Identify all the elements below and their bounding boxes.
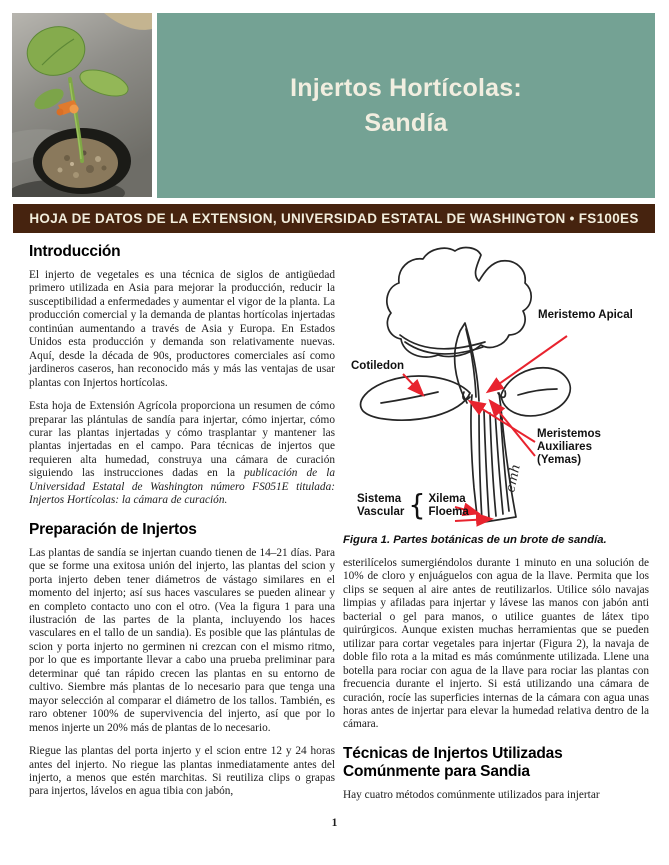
label-xilema-floema — [429, 493, 469, 519]
label-xilema: Xilema — [428, 493, 466, 505]
label-sistema: Sistema — [357, 493, 402, 505]
label-sistema-vascular-group — [357, 489, 469, 523]
intro-paragraph-2 — [29, 400, 335, 508]
right-column — [343, 243, 649, 812]
heading-introduccion: Introducción — [29, 243, 121, 260]
label-floema: Floema — [428, 506, 469, 518]
right-paragraph-2: Hay cuatro métodos comúnmente utilizados para injertar — [343, 788, 600, 801]
preparacion-paragraph-2: Riegue las plantas del porta injerto y el scion entre 12 y 24 horas antes del injerto. No riegue las plantas inmediatamente antes del injerto, a menos que estén marchitas. Si reutiliza clips o grapas para injertos, lávelos en agua tibia con jabón, — [29, 745, 335, 798]
seedling-photo-art — [12, 13, 152, 197]
figure-1-canvas — [343, 243, 649, 531]
label-cotiledon: Cotiledon — [351, 360, 405, 372]
extension-banner-text: HOJA DE DATOS DE LA EXTENSION, UNIVERSIDAD ESTATAL DE WASHINGTON • FS100ES — [29, 211, 639, 226]
right-paragraph-1: esterilícelos sumergiéndolos durante 1 minuto en una solución de 10% de cloro y enjuáguelos con agua de la llave. Permita que los clips se sequen al aire antes de reutilizarlos. Utilice sólo navajas limpias y afiladas para injertar y lávese las manos con jabón anti bacterial o gel para manos, o utilice guantes de látex tipo quirúrgicos. Aunque existen muchas herramientas que se pueden utilizar para cortar vegetales para injertar (Figura 2), la navaja de doble filo rota a la mitad es más comúnmente utilizada. Llene una botella para rociar con agua de la llave para rociar las plantas con frecuencia durante el injerto. Si está utilizando una cámara de curación, rocíe las superficies internas de la cámara con agua unas horas antes de injertar para elevar la humedad relativa dentro de la cámara. — [343, 557, 649, 731]
intro-paragraph-2-citation: publicación de la Universidad Estatal de Washington número FS051E titulada: Injertos Hortícolas: la cámara de curación. — [29, 467, 335, 507]
label-sistema-vascular — [357, 493, 404, 519]
page-number: 1 — [331, 817, 338, 829]
figure-1-caption: Figura 1. Partes botánicas de un brote de sandía. — [343, 534, 607, 546]
label-meristemo-apical: Meristemo Apical — [538, 309, 633, 321]
left-column — [29, 243, 335, 812]
heading-preparacion: Preparación de Injertos — [29, 520, 197, 538]
seedling-sketch — [343, 243, 649, 531]
page-title-line2: Sandía — [364, 108, 448, 137]
plant-outline — [361, 248, 571, 523]
page-title-line1: Injertos Hortícolas: — [290, 73, 522, 102]
label-vascular: Vascular — [357, 506, 405, 518]
title-block — [157, 13, 655, 198]
label-meristemos-auxiliares: Meristemos Auxiliares (Yemas) — [537, 428, 601, 466]
seedling-photo — [12, 13, 152, 197]
illustrator-signature: emh — [503, 462, 524, 494]
intro-paragraph-1: El injerto de vegetales es una técnica de siglos de antigüedad primero utilizada en Asia para mejorar la producción, reducir la susceptibilidad a enfermedades y aumentar el vigor de la planta. La producción comercial y la demanda de plantas hortícolas injertadas continúan aumentando a través de Asia y Europa. En Estados Unidos esta producción y demanda son relativamente nuevas. Aquí, desde la década de 90s, productores comerciales así como jardineros caseros, han reconocido más y más las ventajas de usar plantas con Injertos hortícolas. — [29, 269, 335, 389]
preparacion-paragraph-1: Las plantas de sandía se injertan cuando tienen de 14–21 días. Para que se forme una exitosa unión del injerto, las plantas del scion y porta injerto deben tener diámetros de vástago similares en el momento del injerto; así sus haces vasculares se pueden alinear y en completo contacto uno con el otro. (Vea la figura 1 para una ilustración de las partes de la planta, incluyendo los haces vasculares en el tallo de un sandia). Es posible que las plántulas de scion y porta injerto no germinen ni crezcan con el mismo ritmo, por lo que es importante llevar a cabo una prueba preliminar para determinar qué tan rápido crecen las plantas en su entorno de cultivo. Siembre más plantas de lo necesario para que tenga una mayor selección al comparar el diámetro de los tallos. También, es raro obtener 100% de supervivencia del injerto, así que por lo menos injerte un 20% más de plantas de lo necesario. — [29, 546, 335, 734]
intro-paragraph-2-regular: Esta hoja de Extensión Agrícola proporciona un resumen de cómo preparar las plántulas de sandía para injertar, cómo injertar, cómo curar las plantas injertadas y cómo trasplantar y mantener las plantas injertadas en el campo. Para técnicas de injertos que requieren alta humedad, construya una cámara de curación siguiendo las instrucciones dadas en la — [29, 400, 335, 480]
heading-tecnicas: Técnicas de Injertos Utilizadas Comúnmente para Sandia — [343, 744, 563, 780]
figure-1 — [343, 243, 649, 547]
extension-banner — [13, 204, 655, 233]
brace-glyph: { — [408, 489, 426, 523]
body-columns — [29, 243, 649, 812]
